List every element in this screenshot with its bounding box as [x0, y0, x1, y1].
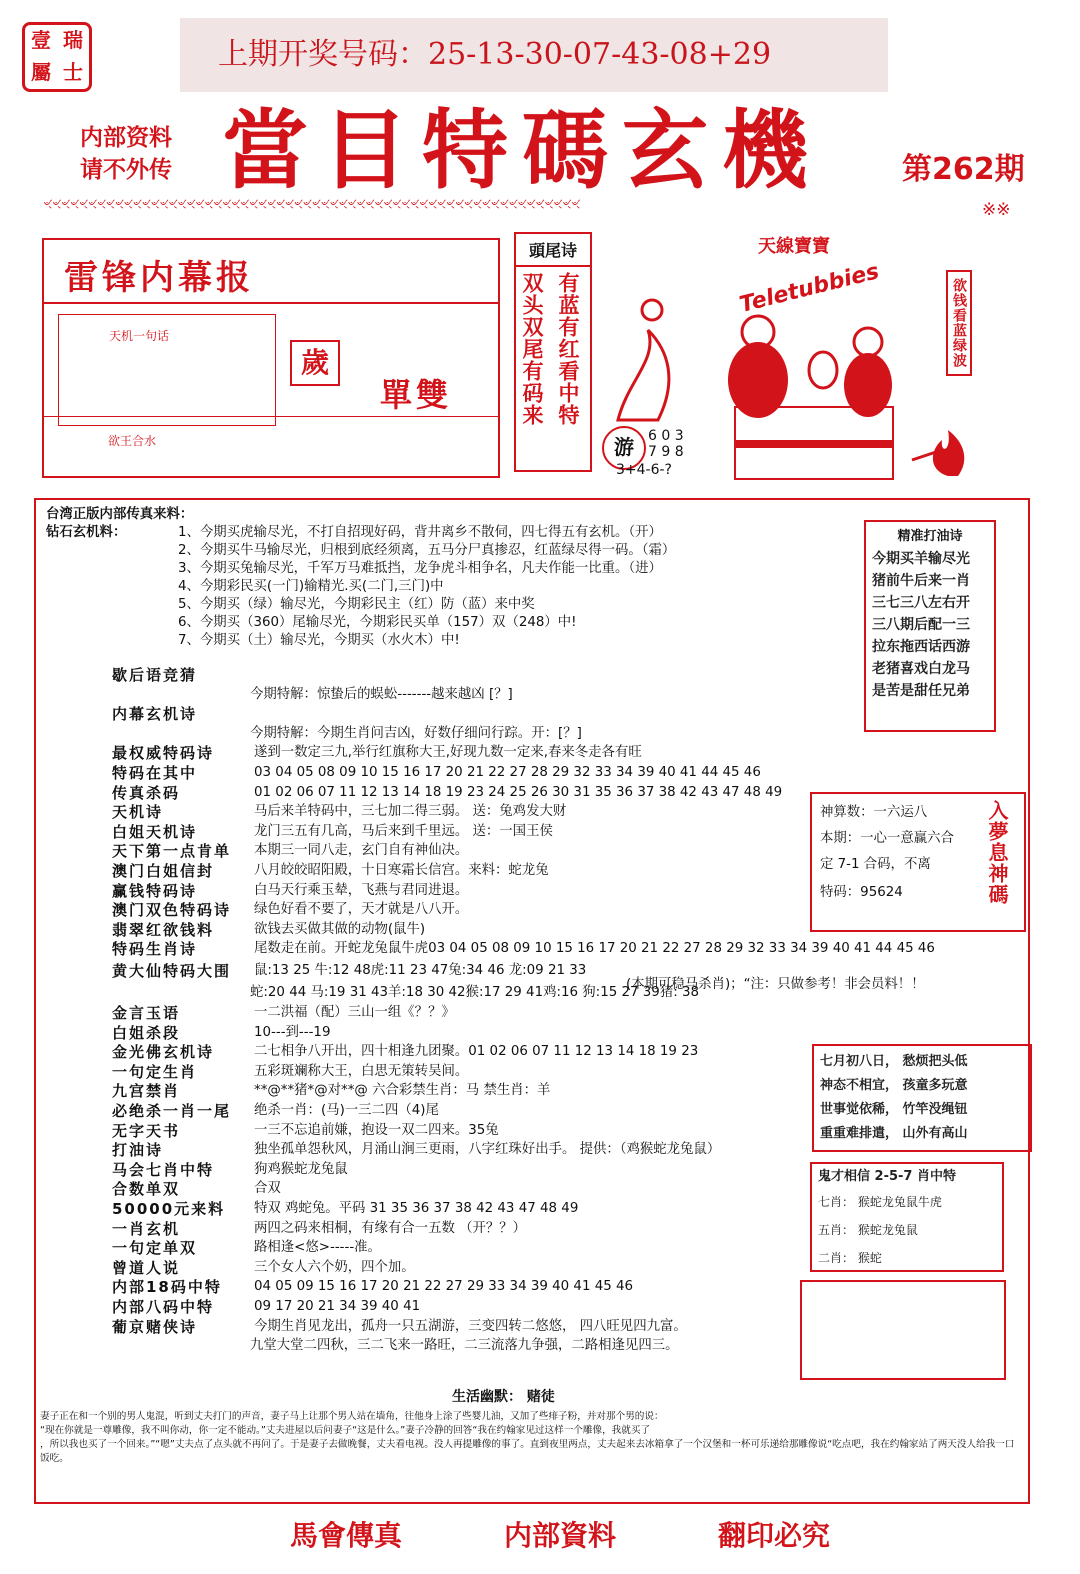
dream-line: 定 7-1 合码，不离: [820, 857, 931, 872]
numbered-item: 4、今期彩民买(一门)输精光.买(二门,三门)中: [178, 579, 444, 594]
footer-item: 内部資料: [503, 1519, 616, 1552]
numbered-item: 7、今期买（土）输尽光，今期买（水火木）中!: [178, 633, 460, 648]
verse-line: 重重难排遣， 山外有高山: [820, 1126, 968, 1141]
inner-panel: [58, 314, 276, 426]
humor-title: 生活幽默： 赌徒: [452, 1389, 555, 1405]
side-vertical-tag: 欲钱看蓝绿波: [946, 270, 972, 376]
numbered-item: 2、今期买牛马输尽光，归根到底经须离，五马分尸真掺忍，红蓝绿尽得一码。（霜）: [178, 543, 676, 558]
acrostic-col: 有蓝有红看中特: [556, 272, 580, 426]
seal-char: 瑞: [63, 28, 83, 52]
row-label: 澳门双色特码诗: [112, 901, 232, 920]
last-draw-banner: 上期开奖号码：25-13-30-07-43-08+29: [180, 18, 888, 92]
verse-box: [812, 1044, 1032, 1152]
row-text: 路相逢<悠>-----准。: [254, 1240, 381, 1256]
page-title: 當目特碼玄機: [222, 100, 822, 201]
row-text: 本期三一同八走，玄门自有神仙决。: [254, 843, 469, 859]
stars-mark: ※※: [982, 200, 1011, 220]
row-text: 九堂大堂二四秋，三二飞来一路旺，二三流落九争强，二路相逢见四三。: [250, 1338, 679, 1354]
row-text: 04 05 09 15 16 17 20 21 22 27 29 33 34 39 40 41 45 46: [254, 1279, 634, 1295]
intro-line: 台湾正版内部传真来料：: [46, 507, 194, 522]
ghost-box: [810, 1162, 1004, 1272]
row-text: 狗鸡猴蛇龙兔鼠: [254, 1161, 348, 1177]
row-text: 马后来羊特码中，三七加二得三弱。 送：兔鸡发大财: [254, 804, 567, 820]
you-badge: 游: [602, 426, 646, 470]
row-text: 一三不忘追前嫌，抱设一双二四来。35兔: [254, 1122, 499, 1138]
row-label: 一句定单双: [112, 1239, 198, 1258]
verse-line: 七月初八日， 愁烦把头低: [820, 1054, 968, 1069]
panel-label: 欲王合水: [108, 434, 157, 448]
side-poem-line: 三七三八左右开: [872, 595, 970, 611]
row-label: 曾道人说: [112, 1258, 181, 1277]
dream-line: 神算数：一六运八: [820, 805, 928, 820]
humor-story: [40, 1410, 1024, 1466]
aside-note: (本期可稳马杀肖)；“注：只做参考！非会员料！！: [626, 977, 925, 992]
cartoon-frame: [734, 406, 894, 480]
bulletin-box: [42, 238, 500, 478]
row-text: 二七相争八开出，四十相逢九团聚。01 02 06 07 11 12 13 14 18 19 23: [254, 1044, 699, 1060]
side-poem-line: 今期买羊输尽光: [872, 551, 970, 567]
row-text: 五彩斑斓称大王，白思无策转吴间。: [254, 1063, 469, 1079]
side-poem-title: 精准打油诗: [897, 529, 963, 544]
row-label: 天机诗: [112, 803, 164, 822]
row-label: 金光佛玄机诗: [112, 1043, 215, 1062]
side-poem-line: 猪前牛后来一肖: [872, 573, 970, 589]
cartoon-formula: 3+4-6-?: [616, 462, 672, 478]
row-label: 赢钱特码诗: [112, 881, 198, 900]
numbered-item: 1、今期买虎输尽光，不打自招现好码，背井离乡不散伺，四七得五有玄机。（开）: [178, 525, 662, 540]
row-label: 打油诗: [112, 1141, 164, 1160]
row-label: 50000元来料: [112, 1200, 226, 1218]
row-label: 九宫禁肖: [112, 1082, 181, 1101]
row-text: 两四之码来相桐，有缘有合一五数 （开？？）: [254, 1220, 527, 1236]
row-label: 马会七肖中特: [112, 1160, 215, 1179]
row-label: 合数单双: [112, 1180, 181, 1199]
side-poem-line: 老猪喜戏白龙马: [872, 661, 970, 677]
side-poem-box: [864, 520, 996, 732]
issue-number: 第262期: [902, 152, 1025, 187]
odd-even-chars: 單雙: [380, 376, 453, 414]
fire-icon: [908, 420, 988, 480]
intro-label: 钻石玄机料：: [46, 525, 127, 540]
internal-tag: [80, 122, 172, 186]
verse-line: 世事觉依稀， 竹竿没绳钮: [820, 1102, 968, 1117]
row-label: 内部八码中特: [112, 1298, 215, 1316]
row-label: 特码在其中: [112, 764, 198, 782]
seal-char: 士: [63, 60, 83, 84]
blank-box: [800, 1280, 1006, 1380]
side-poem-line: 是苦是甜任兄弟: [872, 683, 970, 699]
row-label: 内幕玄机诗: [112, 705, 198, 724]
divider: [44, 416, 498, 417]
year-char: 歲: [290, 340, 340, 386]
seal-char: 壹: [31, 28, 51, 52]
row-text: 09 17 20 21 34 39 40 41: [254, 1299, 421, 1314]
row-text: 一二洪福（配）三山一组《？？》: [254, 1005, 455, 1020]
row-label: 澳门白姐信封: [112, 862, 215, 880]
decorative-border: ৼৼৼৼৼৼৼৼৼৼৼৼৼৼৼৼৼৼৼৼৼৼৼৼৼৼৼৼৼৼৼৼৼৼৼৼৼৼৼৼৼৼৼৼৼৼৼৼৼৼৼৼৼৼৼৼৼৼৼৼ: [44, 196, 582, 214]
tag-line: 内部资料: [80, 125, 172, 151]
ghost-line: 二肖： 猴蛇: [818, 1251, 882, 1265]
row-label: 天下第一点肯单: [112, 842, 232, 861]
dream-line: 本期：一心一意赢六合: [820, 831, 954, 846]
row-label: 一肖玄机: [112, 1219, 181, 1238]
verse-lines: [820, 1050, 1024, 1146]
seal-char: 屬: [31, 60, 51, 84]
dream-line: 特码：95624: [820, 885, 903, 900]
row-label: 无字天书: [112, 1121, 181, 1140]
row-text: 独坐孤单怨秋风，月涌山涧三更雨，八字红珠好出手。 提供：（鸡猴蛇龙兔鼠）: [254, 1142, 721, 1158]
row-text: 蛇:20 44 马:19 31 43羊:18 30 42猴:17 29 41鸡:16 狗:15 27 39猪: 38: [250, 985, 700, 1001]
row-label: 最权威特码诗: [112, 744, 215, 763]
humor-line: ，所以我也买了一个回来。”“嗯”丈夫点了点头就不再问了。于是妻子去做晚餐，丈夫看电视。没人再提雕像的事了。直到夜里两点，丈夫起来去冰箱拿了一个汉堡和一杯可乐递给那雕像说“吃点吧，我在约翰家站了两天没人给我一口饭吃。: [40, 1439, 1015, 1464]
row-label: 特码生肖诗: [112, 940, 198, 959]
row-label: 白姐天机诗: [112, 822, 198, 841]
tag-line: 请不外传: [80, 157, 172, 183]
row-text: 今期特解：今期生肖问吉凶，好数仔细问行踪。开：[？]: [250, 725, 582, 741]
row-text: **@**猪*@对**@ 六合彩禁生肖：马 禁生肖：羊: [254, 1083, 551, 1099]
row-text: 鼠:13 25 牛:12 48虎:11 23 47兔:34 46 龙:09 21 33: [254, 963, 587, 979]
dream-badge: 入夢息神碼: [985, 800, 1009, 905]
row-label: 歇后语竞猜: [112, 666, 198, 684]
row-text: 绝杀一肖：(马)一三二四（4)尾: [254, 1103, 439, 1118]
numbered-item: 6、今期买（360）尾输尽光，今期彩民买单（157）双（248）中!: [178, 615, 577, 630]
row-label: 必绝杀一肖一尾: [112, 1102, 232, 1120]
row-text: 尾数走在前。开蛇龙兔鼠牛虎03 04 05 08 09 10 15 16 17 20 21 22 27 28 29 32 33 34 39 40 41 44 45 46: [254, 941, 935, 957]
cartoon-area: [598, 230, 998, 490]
footer-item: 翻印必究: [717, 1519, 830, 1552]
cartoon-heading: 天線寶寶: [758, 236, 830, 257]
row-text: 遂到一数定三九,举行红旗称大王,好现九数一定来,春来冬走各有旺: [254, 745, 642, 761]
row-text: 10---到---19: [254, 1024, 331, 1040]
ghost-line: 五肖： 猴蛇龙兔鼠: [818, 1223, 918, 1237]
numbered-item: 3、今期买兔输尽光，千军万马难抵挡，龙争虎斗相争名，凡夫作能一比重。（进）: [178, 561, 662, 576]
side-poem-line: 三八期后配一三: [872, 617, 970, 633]
row-text: 白马天行乘玉辇，飞燕与君同进退。: [254, 882, 469, 898]
row-text: 今期特解：惊蛰后的蜈蚣-------越来越凶 [？]: [250, 686, 513, 702]
divider: [44, 302, 498, 304]
footer-item: 馬會傳真: [290, 1519, 403, 1552]
row-label: 传真杀码: [112, 783, 181, 802]
brand-logo: Teletubbies: [737, 259, 882, 318]
row-label: 葡京赌侠诗: [112, 1317, 198, 1336]
row-text: 八月皎皎昭阳殿，十日寒霜长信宫。来料：蛇龙兔: [254, 863, 549, 878]
seal-stamp: [22, 22, 92, 92]
acrostic-box: [514, 232, 592, 472]
acrostic-col: 双头双尾有码来: [520, 272, 544, 426]
row-label: 内部18码中特: [112, 1278, 222, 1297]
cartoon-numbers: [648, 428, 684, 460]
row-label: 一句定生肖: [112, 1062, 198, 1081]
row-text: 01 02 06 07 11 12 13 14 18 19 23 24 25 26 30 31 35 36 37 38 42 43 47 48 49: [254, 784, 783, 800]
row-text: 龙门三五有几高，马后来到千里远。 送：一国王侯: [254, 823, 553, 839]
ghost-line: 七肖： 猴蛇龙兔鼠牛虎: [818, 1195, 942, 1209]
row-text: 特双 鸡蛇兔。平码 31 35 36 37 38 42 43 47 48 49: [254, 1201, 579, 1216]
humor-line: 妻子正在和一个别的男人鬼混，听到丈夫打门的声音，妻子马上让那个男人站在墙角，往他身上涂了些婴儿油，又加了些痱子粉，并对那个男的说：: [40, 1411, 664, 1422]
row-text: 三个女人六个奶，四个加。: [254, 1259, 415, 1275]
numbered-item: 5、今期买（绿）输尽光，今期彩民主（红）防（蓝）来中奖: [178, 597, 535, 612]
num-row: 6 0 3: [648, 428, 684, 444]
row-text: 今期生肖见龙出，孤舟一只五湖游，三变四转二悠悠， 四八旺见四九富。: [254, 1318, 687, 1334]
row-text: 绿色好看不要了，天才就是八八开。: [254, 902, 469, 918]
acrostic-title: 頭尾诗: [516, 238, 590, 267]
side-poem-line: 拉东拖西话西游: [872, 639, 970, 655]
row-label: 金言玉语: [112, 1004, 181, 1022]
side-poem-lines: [872, 548, 988, 702]
footer: [290, 1514, 830, 1554]
ghost-lines: [818, 1188, 996, 1272]
bulletin-title: 雷锋内幕报: [64, 258, 254, 298]
panel-label: 天机一句话: [109, 329, 170, 343]
row-text: 合双: [254, 1181, 281, 1197]
row-text: 欲钱去买做其做的动物(鼠牛): [254, 921, 426, 937]
dream-box: [810, 792, 1026, 932]
humor-line: “现在你就是一尊雕像，我不叫你动，你一定不能动。”丈夫进屋以后问妻子“这是什么。”妻子冷静的回答“我在约翰家见过这样一个雕像，我就买了: [40, 1425, 651, 1436]
ghost-title: 鬼才相信 2-5-7 肖中特: [818, 1169, 956, 1184]
num-row: 7 9 8: [648, 444, 684, 460]
row-label: 白姐杀段: [112, 1023, 181, 1042]
row-label: 黄大仙特码大围: [112, 962, 232, 981]
row-text: 03 04 05 08 09 10 15 16 17 20 21 22 27 28 29 32 33 34 39 40 41 44 45 46: [254, 765, 761, 780]
verse-line: 神态不相宜， 孩童多玩意: [820, 1078, 968, 1093]
row-label: 翡翠红欲钱料: [112, 920, 215, 939]
